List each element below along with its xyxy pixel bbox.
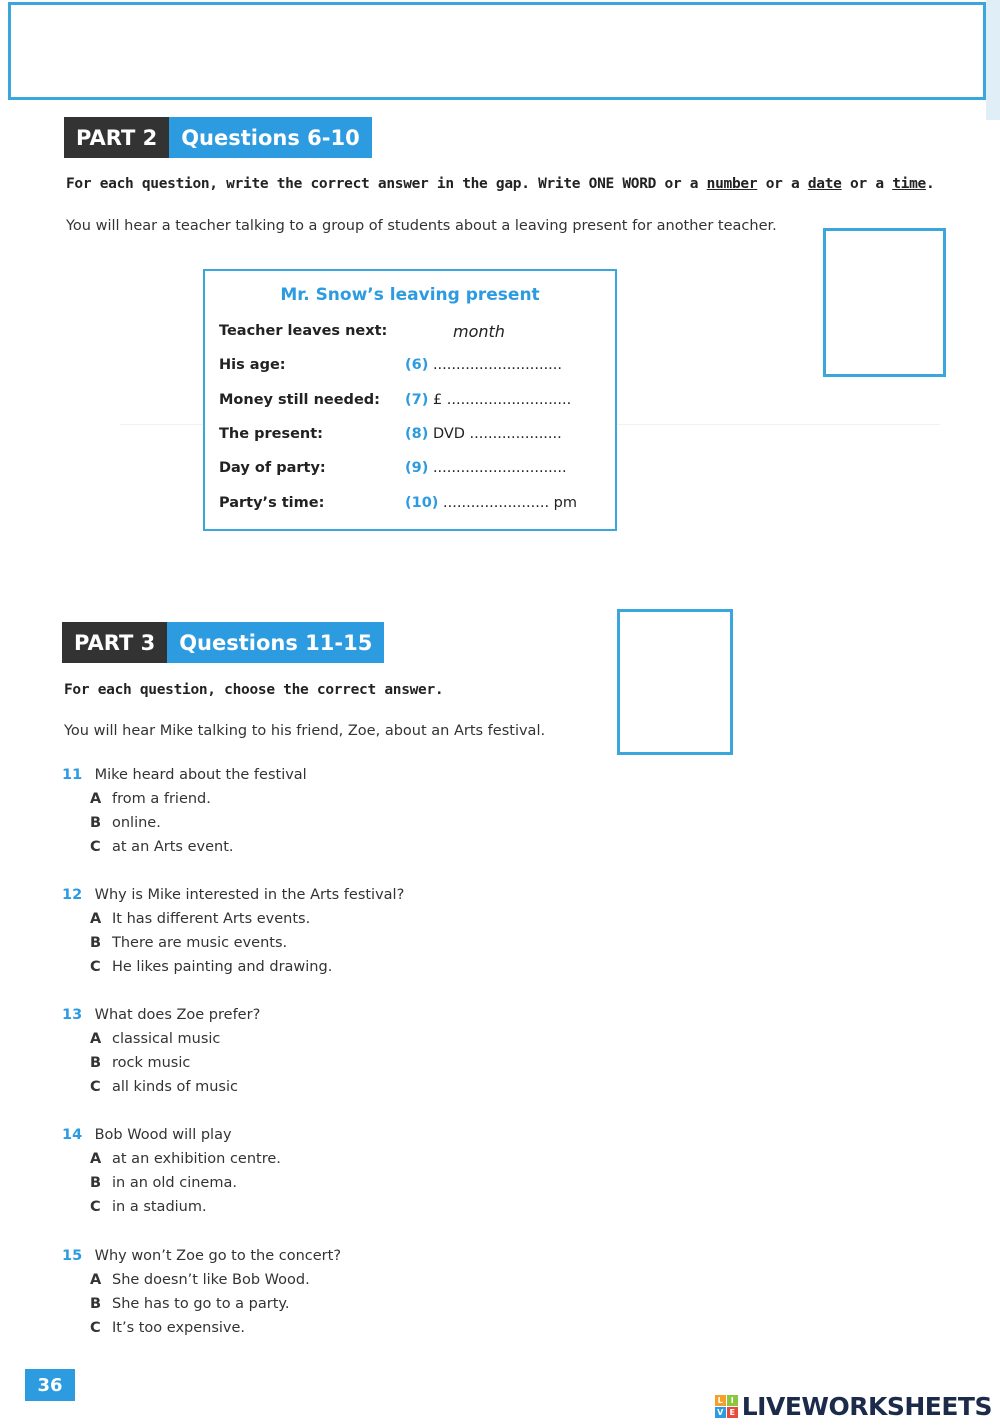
notes-row-value[interactable]: [405, 357, 562, 373]
notes-title: Mr. Snow’s leaving present: [280, 285, 540, 305]
option-letter: C: [90, 839, 101, 855]
option-text: at an Arts event.: [112, 839, 234, 855]
option-letter: B: [90, 935, 102, 951]
question-14: [62, 1127, 232, 1143]
question-text: Mike heard about the festival: [94, 767, 307, 783]
gap-dots: ....................... pm: [443, 495, 577, 511]
gap-number: (8): [405, 426, 429, 442]
brand-name: LIVEWORKSHEETS: [741, 1391, 992, 1421]
option-text: It’s too expensive.: [112, 1320, 246, 1336]
option-12-b[interactable]: [90, 935, 287, 951]
liveworksheets-brand[interactable]: [715, 1391, 992, 1421]
question-15: [62, 1248, 341, 1264]
notes-row-value[interactable]: [405, 426, 562, 442]
option-letter: C: [90, 1320, 101, 1336]
gap-number: (6): [405, 357, 429, 373]
notes-row-value[interactable]: [405, 460, 567, 476]
instruction-or: or a: [765, 176, 800, 192]
option-text: She doesn’t like Bob Wood.: [112, 1272, 310, 1288]
part3-header: [62, 622, 384, 663]
part2-answer-box[interactable]: [823, 228, 946, 377]
part3-answer-box[interactable]: [617, 609, 733, 755]
option-text: It has different Arts events.: [112, 911, 311, 927]
gap-number: (7): [405, 392, 429, 408]
option-14-a[interactable]: [90, 1151, 281, 1167]
option-14-c[interactable]: [90, 1199, 207, 1215]
part3-instruction: For each question, choose the correct answer.: [64, 682, 444, 698]
option-letter: B: [90, 815, 102, 831]
part3-questions: Questions 11-15: [167, 622, 384, 663]
gap-dots: DVD ....................: [432, 426, 562, 442]
question-12: [62, 887, 404, 903]
part2-label: PART 2: [64, 117, 169, 158]
option-letter: A: [90, 911, 102, 927]
question-number: 12: [62, 887, 83, 903]
question-number: 13: [62, 1007, 83, 1023]
instruction-or: or a: [850, 176, 884, 192]
option-13-a[interactable]: [90, 1031, 220, 1047]
option-letter: C: [90, 1079, 101, 1095]
instruction-date: date: [807, 176, 842, 192]
notes-card: [203, 269, 617, 531]
part3-intro: You will hear Mike talking to his friend, Zoe, about an Arts festival.: [64, 723, 546, 739]
option-12-a[interactable]: [90, 911, 310, 927]
option-text: at an exhibition centre.: [112, 1151, 281, 1167]
part2-questions: Questions 6-10: [169, 117, 372, 158]
option-text: She has to go to a party.: [112, 1296, 290, 1312]
option-letter: C: [90, 959, 101, 975]
option-letter: C: [90, 1199, 101, 1215]
option-text: There are music events.: [112, 935, 288, 951]
option-letter: A: [90, 1151, 102, 1167]
option-letter: B: [90, 1175, 102, 1191]
question-number: 14: [62, 1127, 83, 1143]
question-number: 11: [62, 767, 83, 783]
brand-logo-cell: I: [727, 1395, 738, 1406]
notes-row-value: month: [453, 322, 505, 341]
instruction-time: time: [892, 176, 926, 192]
question-text: Bob Wood will play: [94, 1127, 232, 1143]
gap-dots: ............................: [432, 357, 563, 373]
top-answer-box[interactable]: [8, 2, 986, 100]
gap-dots: £ ...........................: [432, 392, 572, 408]
option-11-c[interactable]: [90, 839, 234, 855]
question-13: [62, 1007, 260, 1023]
part2-header: [64, 117, 372, 158]
option-11-b[interactable]: [90, 815, 161, 831]
instruction-number: number: [706, 176, 758, 192]
question-11: [62, 767, 307, 783]
option-13-b[interactable]: [90, 1055, 190, 1071]
option-12-c[interactable]: [90, 959, 332, 975]
option-text: in an old cinema.: [112, 1175, 237, 1191]
option-text: classical music: [112, 1031, 221, 1047]
notes-row-value[interactable]: [405, 495, 577, 511]
brand-logo-icon: [715, 1395, 738, 1418]
question-number: 15: [62, 1248, 83, 1264]
question-text: What does Zoe prefer?: [94, 1007, 261, 1023]
question-text: Why won’t Zoe go to the concert?: [94, 1248, 342, 1264]
page-number: 36: [25, 1369, 75, 1401]
option-13-c[interactable]: [90, 1079, 238, 1095]
option-text: from a friend.: [112, 791, 211, 807]
gap-number: (9): [405, 460, 429, 476]
option-text: all kinds of music: [112, 1079, 238, 1095]
brand-logo-cell: E: [727, 1407, 738, 1418]
part2-intro: You will hear a teacher talking to a group of students about a leaving present for another teacher.: [66, 218, 777, 234]
option-text: He likes painting and drawing.: [112, 959, 333, 975]
option-letter: A: [90, 1272, 102, 1288]
question-text: Why is Mike interested in the Arts festival?: [94, 887, 405, 903]
notes-row-label: Money still needed:: [219, 392, 380, 408]
option-text: in a stadium.: [112, 1199, 207, 1215]
notes-row-label: His age:: [219, 357, 286, 373]
option-15-b[interactable]: [90, 1296, 290, 1312]
instruction-text: For each question, write the correct answer in the gap. Write ONE WORD or a: [66, 176, 699, 192]
notes-row-label: Party’s time:: [219, 495, 325, 511]
notes-row-label: Day of party:: [219, 460, 326, 476]
gap-number: (10): [405, 495, 439, 511]
notes-row-value[interactable]: [405, 392, 571, 408]
brand-logo-cell: L: [715, 1395, 726, 1406]
option-letter: A: [90, 1031, 102, 1047]
part2-instruction: [66, 176, 934, 192]
part3-label: PART 3: [62, 622, 167, 663]
brand-logo-cell: V: [715, 1407, 726, 1418]
option-11-a[interactable]: [90, 791, 211, 807]
option-letter: A: [90, 791, 102, 807]
notes-row-label: The present:: [219, 426, 323, 442]
gap-dots: .............................: [432, 460, 567, 476]
option-letter: B: [90, 1296, 102, 1312]
option-text: rock music: [112, 1055, 191, 1071]
option-15-a[interactable]: [90, 1272, 310, 1288]
option-letter: B: [90, 1055, 102, 1071]
instruction-end: .: [925, 176, 935, 192]
page-edge-strip: [986, 0, 1000, 120]
notes-row-label: Teacher leaves next:: [219, 323, 388, 339]
option-14-b[interactable]: [90, 1175, 237, 1191]
option-text: online.: [112, 815, 161, 831]
option-15-c[interactable]: [90, 1320, 245, 1336]
